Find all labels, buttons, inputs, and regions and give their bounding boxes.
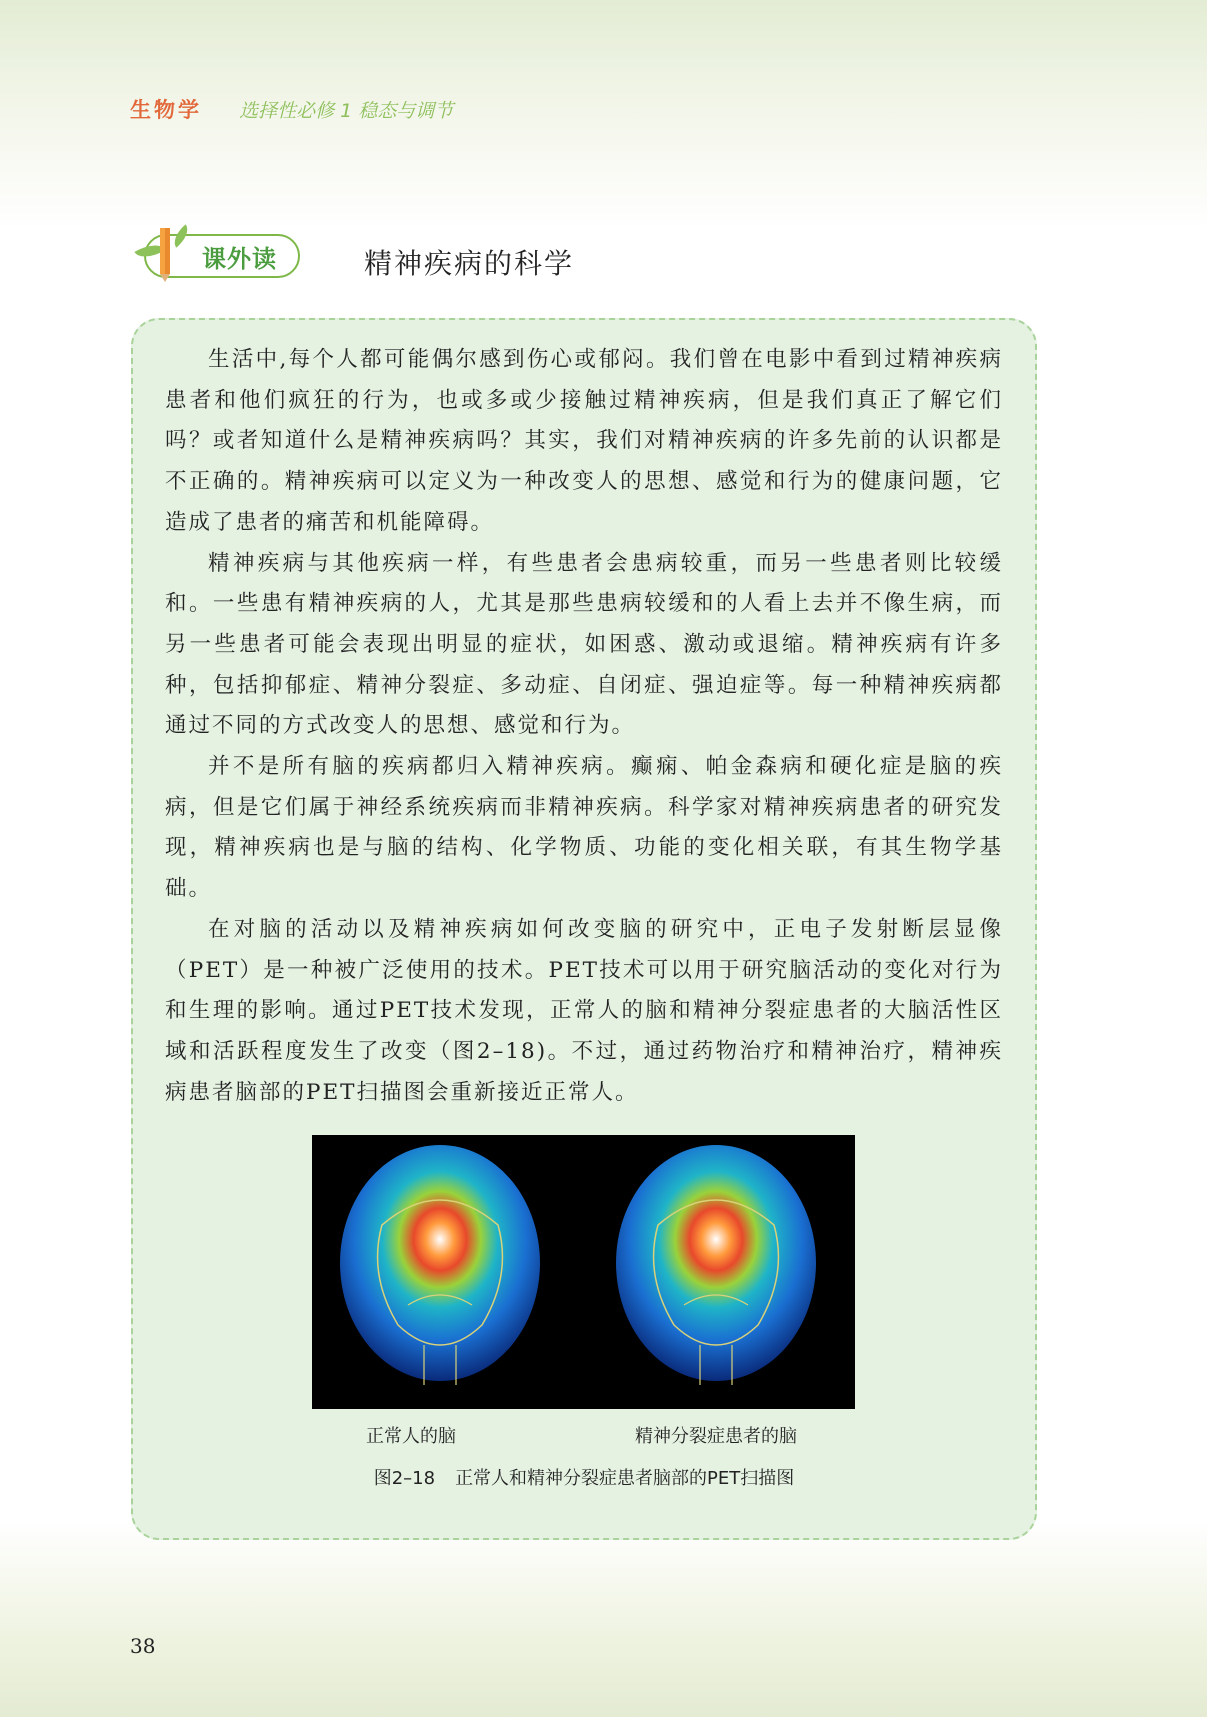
section-badge [130,226,300,282]
left-caption: 正常人的脑 [366,1426,456,1447]
normal-brain-scan [340,1145,540,1385]
pencil-icon [160,228,170,274]
paragraph-1: 生活中,每个人都可能偶尔感到伤心或郁闷。我们曾在电影中看到过精神疾病患者和他们疯狂的行为，也或多或少接触过精神疾病，但是我们真正了解它们吗？或者知道什么是精神疾病吗？其实，我们对精神疾病的许多先前的认识都是不正确的。精神疾病可以定义为一种改变人的思想、感觉和行为的健康问题，它造成了患者的痛苦和机能障碍。 [165,347,1003,535]
schizophrenia-brain-scan [616,1145,816,1385]
series-title: 选择性必修 1 稳态与调节 [239,100,454,122]
pet-scan-figure [312,1135,855,1409]
paragraph-4: 在对脑的活动以及精神疾病如何改变脑的研究中，正电子发射断层显像（PET）是一种被广泛使用的技术。PET技术可以用于研究脑活动的变化对行为和生理的影响。通过PET技术发现，正常人的脑和精神分裂症患者的大脑活性区域和活跃程度发生了改变（图2–18)。不过，通过药物治疗和精神治疗，精神疾病患者脑部的PET扫描图会重新接近正常人。 [165,916,1003,1105]
paragraph-2: 精神疾病与其他疾病一样，有些患者会患病较重，而另一些患者则比较缓和。一些患有精神疾病的人，尤其是那些患病较缓和的人看上去并不像生病，而另一些患者可能会表现出明显的症状，如困惑、激动或退缩。精神疾病有许多种，包括抑郁症、精神分裂症、多动症、自闭症、强迫症等。每一种精神疾病都通过不同的方式改变人的思想、感觉和行为。 [165,550,1003,739]
section-title: 精神疾病的科学 [364,247,575,280]
book-title: 生物学 [130,98,202,122]
page-header [130,94,453,124]
badge-label: 课外读 [202,245,277,273]
paragraph-3: 并不是所有脑的疾病都归入精神疾病。癫痫、帕金森病和硬化症是脑的疾病，但是它们属于神经系统疾病而非精神疾病。科学家对精神疾病患者的研究发现，精神疾病也是与脑的结构、化学物质、功能的变化相关联，有其生物学基础。 [165,754,1003,902]
figure-number: 图2–18 [373,1468,436,1489]
reading-content [165,340,1003,1113]
figure-caption [0,1464,1168,1490]
figure-title: 正常人和精神分裂症患者脑部的PET扫描图 [455,1468,795,1489]
pencil-tip-icon [160,274,170,282]
pet-scan-image [312,1135,855,1409]
right-caption: 精神分裂症患者的脑 [635,1426,797,1447]
page-number: 38 [130,1634,156,1658]
